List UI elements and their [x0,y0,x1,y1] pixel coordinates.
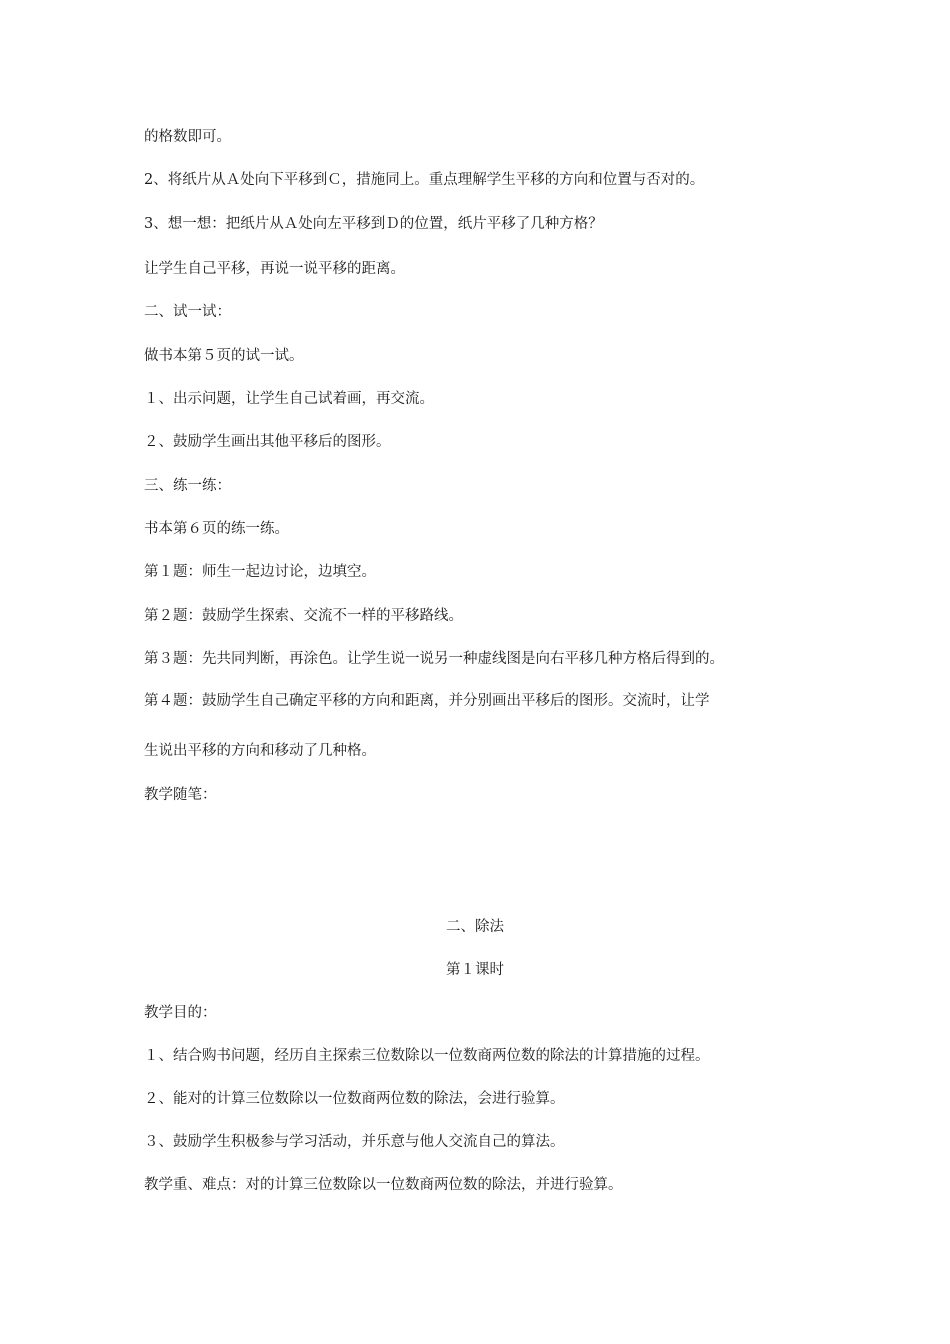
list-item: １、结合购书问题，经历自主探索三位数除以一位数商两位数的除法的计算措施的过程。 [144,1048,710,1064]
list-item: ２、鼓励学生画出其他平移后的图形。 [144,434,391,450]
list-item: 第４题：鼓励学生自己确定平移的方向和距离，并分别画出平移后的图形。交流时，让学 [144,693,710,709]
paragraph-line: 让学生自己平移，再说一说平移的距离。 [144,261,405,277]
paragraph-line: 2、将纸片从Ａ处向下平移到Ｃ，措施同上。重点理解学生平移的方向和位置与否对的。 [144,172,705,188]
list-item: 第２题：鼓励学生探索、交流不一样的平移路线。 [144,608,463,624]
section-heading: 二、试一试： [144,304,231,320]
paragraph-line: 的格数即可。 [144,129,231,145]
paragraph-line: 书本第６页的练一练。 [144,521,289,537]
section-heading: 三、练一练： [144,478,231,494]
paragraph-line: 3、想一想：把纸片从Ａ处向左平移到Ｄ的位置，纸片平移了几种方格？ [144,216,603,232]
list-item: 第１题：师生一起边讨论，边填空。 [144,564,376,580]
list-item: １、出示问题，让学生自己试着画，再交流。 [144,391,434,407]
paragraph-line: 做书本第５页的试一试。 [144,348,304,364]
paragraph-line: 教学重、难点：对的计算三位数除以一位数商两位数的除法，并进行验算。 [144,1177,623,1193]
section-heading: 教学随笔： [144,787,217,803]
list-item: ２、能对的计算三位数除以一位数商两位数的除法，会进行验算。 [144,1091,565,1107]
list-item: ３、鼓励学生积极参与学习活动，并乐意与他人交流自己的算法。 [144,1134,565,1150]
lesson-subtitle: 第１课时 [446,962,504,978]
chapter-title: 二、除法 [446,919,504,935]
section-heading: 教学目的： [144,1005,217,1021]
list-item: 第３题：先共同判断，再涂色。让学生说一说另一种虚线图是向右平移几种方格后得到的。 [144,651,724,667]
paragraph-line: 生说出平移的方向和移动了几种格。 [144,743,376,759]
